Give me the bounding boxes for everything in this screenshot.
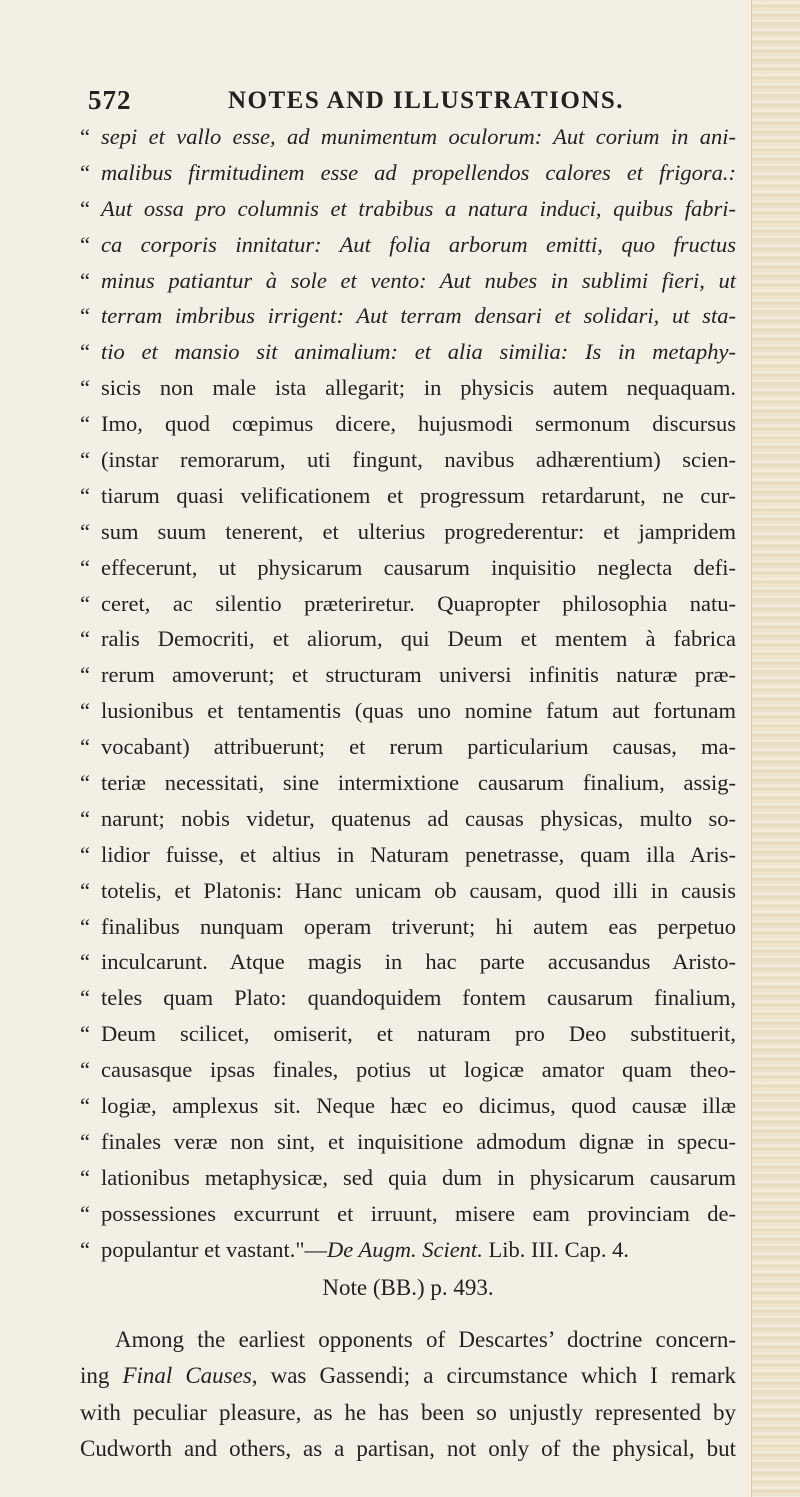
quote-line [80,1052,736,1088]
quote-line-text: causasque ipsas finales, potius ut logicæ amator quam theo- [101,1057,736,1083]
running-head: NOTES AND ILLUSTRATIONS. [228,87,625,114]
note-body [80,1322,736,1468]
quote-line-text: tiarum quasi velificationem et progressum retardarunt, ne cur- [101,482,736,508]
quote-line-text: (instar remorarum, uti fingunt, navibus adhærentium) scien- [101,447,736,473]
latin-quotation [80,119,736,1268]
quote-line-text: lationibus metaphysicæ, sed quia dum in physicarum causarum [101,1164,736,1190]
quote-line-text: teriæ necessitati, sine intermixtione causarum finalium, assig- [101,770,736,796]
open-quote-mark: “ [80,1236,90,1262]
open-quote-mark: “ [80,662,90,688]
open-quote-mark: “ [80,554,90,580]
quote-line [80,334,736,370]
quote-line-text: lusionibus et tentamentis (quas uno nomine fatum aut fortunam [101,698,736,724]
quote-line [80,478,736,514]
quote-line [80,550,736,586]
quote-line-text: ralis Democriti, et aliorum, qui Deum et mentem à fabrica [101,626,736,652]
quote-line [80,191,736,227]
quote-line-text: logiæ, amplexus sit. Neque hæc eo dicimus, quod causæ illæ [101,1093,736,1119]
quote-line [80,298,736,334]
open-quote-mark: “ [80,124,90,149]
open-quote-mark: “ [80,1164,90,1190]
open-quote-mark: “ [80,231,90,257]
quote-line-text: sum suum tenerent, et ulterius progrederentur: et jampridem [101,518,736,544]
quote-line [80,119,736,155]
open-quote-mark: “ [80,303,90,329]
body-line: Cudworth and others, as a partisan, not only of the physical, but [80,1436,736,1462]
open-quote-mark: “ [80,590,90,616]
open-quote-mark: “ [80,877,90,903]
quote-line [80,980,736,1016]
open-quote-mark: “ [80,734,90,760]
quote-line-text: finalibus nunquam operam triverunt; hi autem eas perpetuo [101,913,736,939]
quote-line [80,155,736,191]
open-quote-mark: “ [80,913,90,939]
quote-line [80,514,736,550]
open-quote-mark: “ [80,1021,90,1047]
quote-line-last [80,1232,736,1268]
quote-line-text: effecerunt, ut physicarum causarum inquisitio neglecta defi- [101,554,736,580]
body-line: ing Final Causes, was Gassendi; a circumstance which I remark [80,1363,736,1389]
page-number: 572 [88,85,132,115]
open-quote-mark: “ [80,447,90,473]
open-quote-mark: “ [80,267,90,293]
quote-line-text: finales veræ non sint, et inquisitione admodum dignæ in specu- [101,1128,736,1154]
note-heading: Note (BB.) p. 493. [322,1275,494,1300]
quote-line-text: inculcarunt. Atque magis in hac parte accusandus Aristo- [101,949,736,975]
quote-line [80,693,736,729]
quote-line [80,1124,736,1160]
quote-line [80,801,736,837]
quote-line [80,837,736,873]
quote-line [80,586,736,622]
quote-line-text: totelis, et Platonis: Hanc unicam ob causam, quod illi in causis [101,877,736,903]
quote-line-text: vocabant) attribuerunt; et rerum particularium causas, ma- [101,734,736,760]
quote-line [80,227,736,263]
open-quote-mark: “ [80,770,90,796]
quote-line-text: tio et mansio sit animalium: et alia similia: Is in metaphy- [101,339,736,365]
open-quote-mark: “ [80,626,90,652]
quote-line [80,1160,736,1196]
quote-line-text: rerum amoverunt; et structuram universi infinitis naturæ præ- [101,662,736,688]
open-quote-mark: “ [80,159,90,185]
open-quote-mark: “ [80,518,90,544]
open-quote-mark: “ [80,985,90,1011]
quote-line [80,873,736,909]
open-quote-mark: “ [80,482,90,508]
quote-line [80,406,736,442]
open-quote-mark: “ [80,375,90,401]
quote-line-text: Aut ossa pro columnis et trabibus a natura induci, quibus fabri- [101,195,736,221]
open-quote-mark: “ [80,339,90,365]
quote-line-text: malibus firmitudinem esse ad propellendos calores et frigora.: [101,159,736,185]
open-quote-mark: “ [80,841,90,867]
quote-closing-text: populantur et vastant."— [101,1236,328,1262]
quote-line-text: sepi et vallo esse, ad munimentum oculorum: Aut corium in ani- [101,124,736,149]
citation-reference: Lib. III. Cap. 4. [482,1236,630,1262]
quote-line [80,621,736,657]
quote-line-text: Imo, quod cœpimus dicere, hujusmodi sermonum discursus [101,411,736,437]
quote-line [80,1196,736,1232]
body-line: with peculiar pleasure, as he has been so unjustly represented by [80,1399,736,1425]
emphasis: Final Causes [122,1363,252,1389]
quote-line [80,370,736,406]
quote-line-text: lidior fuisse, et altius in Naturam penetrasse, quam illa Aris- [101,841,736,867]
quote-line-text: ceret, ac silentio præteriretur. Quapropter philosophia natu- [101,590,736,616]
open-quote-mark: “ [80,1057,90,1083]
quote-line [80,765,736,801]
body-line: Among the earliest opponents of Descartes’ doctrine concern- [115,1327,736,1352]
open-quote-mark: “ [80,698,90,724]
quote-line-text: narunt; nobis videtur, quatenus ad causas physicas, multo so- [101,805,736,831]
open-quote-mark: “ [80,949,90,975]
quote-line-text: teles quam Plato: quandoquidem fontem causarum finalium, [101,985,736,1011]
quote-line-text: ca corporis innitatur: Aut folia arborum emitti, quo fructus [101,231,736,257]
quote-line [80,1016,736,1052]
quote-line-text: possessiones excurrunt et irruunt, misere eam provinciam de- [101,1200,736,1226]
quote-line-text: Deum scilicet, omiserit, et naturam pro Deo substituerit, [101,1021,736,1047]
open-quote-mark: “ [80,411,90,437]
quote-line-text: minus patiantur à sole et vento: Aut nubes in sublimi fieri, ut [101,267,736,293]
quote-line-text: terram imbribus irrigent: Aut terram densari et solidari, ut sta- [101,303,736,329]
quote-line [80,909,736,945]
open-quote-mark: “ [80,1128,90,1154]
page-edge [751,0,800,1497]
open-quote-mark: “ [80,1093,90,1119]
quote-line [80,442,736,478]
citation-title: De Augm. Scient. [327,1236,483,1262]
quote-line [80,657,736,693]
quote-line [80,1088,736,1124]
quote-line-text: sicis non male ista allegarit; in physicis autem nequaquam. [101,375,736,401]
open-quote-mark: “ [80,195,90,221]
open-quote-mark: “ [80,1200,90,1226]
quote-line [80,729,736,765]
open-quote-mark: “ [80,805,90,831]
quote-line [80,944,736,980]
page-header [88,85,738,115]
quote-line [80,263,736,299]
